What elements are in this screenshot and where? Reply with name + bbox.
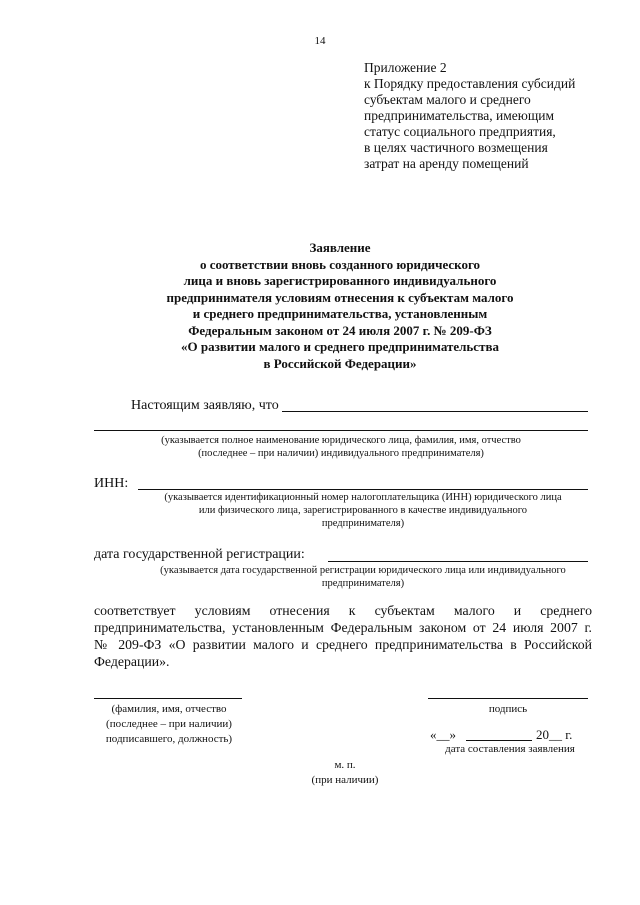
appendix-line: Приложение 2 xyxy=(364,60,447,75)
declaration-input-line-2[interactable] xyxy=(94,430,588,431)
appendix-line: в целях частичного возмещения xyxy=(364,140,548,155)
title-line: о соответствии вновь созданного юридического xyxy=(199,256,481,272)
appendix-line: субъектам малого и среднего xyxy=(364,92,531,107)
title-line: лица и вновь зарегистрированного индивидуального xyxy=(183,273,497,288)
date-label: дата составления заявления xyxy=(445,743,575,755)
signer-name-hint xyxy=(86,702,252,747)
declaration-hint xyxy=(94,434,588,460)
hint-line: (указывается полное наименование юридического лица, фамилия, имя, отчество xyxy=(161,435,521,446)
hint-line: предпринимателя) xyxy=(321,518,405,529)
declaration-input-line[interactable] xyxy=(282,411,588,412)
name-signature-line[interactable] xyxy=(94,698,242,699)
registration-input-line[interactable] xyxy=(328,561,588,562)
signature-line[interactable] xyxy=(428,698,588,699)
date-day-field[interactable]: «__» xyxy=(430,727,456,742)
hint-line: (указывается идентификационный номер налогоплательщика (ИНН) юридического лица xyxy=(164,492,562,503)
date-year-field[interactable]: 20__ г. xyxy=(536,727,573,742)
document-title xyxy=(90,240,590,372)
hint-line: или физического лица, зарегистрированного в качестве индивидуального xyxy=(198,505,528,516)
stamp-note: (при наличии) xyxy=(311,774,379,786)
hint-line: предпринимателя) xyxy=(321,578,405,589)
title-line: в Российской Федерации» xyxy=(263,355,417,371)
appendix-line: к Порядку предоставления субсидий xyxy=(364,76,576,91)
inn-hint xyxy=(134,491,592,530)
hint-line: подписавшего, должность) xyxy=(105,733,233,745)
title-heading: Заявление xyxy=(309,240,371,255)
title-line: предпринимателя условиям отнесения к субъектам малого xyxy=(166,289,514,305)
inn-input-line[interactable] xyxy=(138,489,588,490)
statement-line: № 209-ФЗ «О развитии малого и среднего предпринимательства в Российской xyxy=(94,637,592,652)
declaration-label: Настоящим заявляю, что xyxy=(131,398,279,413)
page-number: 14 xyxy=(314,35,326,47)
registration-label: дата государственной регистрации: xyxy=(94,547,305,562)
appendix-line: затрат на аренду помещений xyxy=(364,156,529,171)
registration-hint xyxy=(134,564,592,590)
hint-line: (указывается дата государственной регистрации юридического лица или индивидуального xyxy=(160,565,566,576)
stamp-label: м. п. xyxy=(334,759,356,771)
hint-line: (последнее – при наличии) xyxy=(106,718,232,730)
signature-label: подпись xyxy=(488,703,528,715)
statement-line: предпринимательства, установленным Федеральным законом от 24 июля 2007 г. xyxy=(94,620,592,635)
appendix-line: статус социального предприятия, xyxy=(364,124,556,139)
title-line: и среднего предпринимательства, установленным xyxy=(192,306,488,321)
hint-line: (последнее – при наличии) индивидуального предпринимателя) xyxy=(198,448,484,459)
appendix-block xyxy=(364,60,604,172)
statement-line: Федерации». xyxy=(94,654,170,669)
hint-line: (фамилия, имя, отчество xyxy=(111,703,227,715)
date-month-line[interactable] xyxy=(466,740,532,741)
statement-line: соответствует условиям отнесения к субъектам малого и среднего xyxy=(94,603,592,618)
inn-label: ИНН: xyxy=(94,476,129,491)
title-line: Федеральным законом от 24 июля 2007 г. № 209-ФЗ xyxy=(188,322,492,338)
title-line: «О развитии малого и среднего предпринимательства xyxy=(181,339,499,354)
conformity-statement xyxy=(94,602,592,670)
appendix-line: предпринимательства, имеющим xyxy=(364,108,555,123)
